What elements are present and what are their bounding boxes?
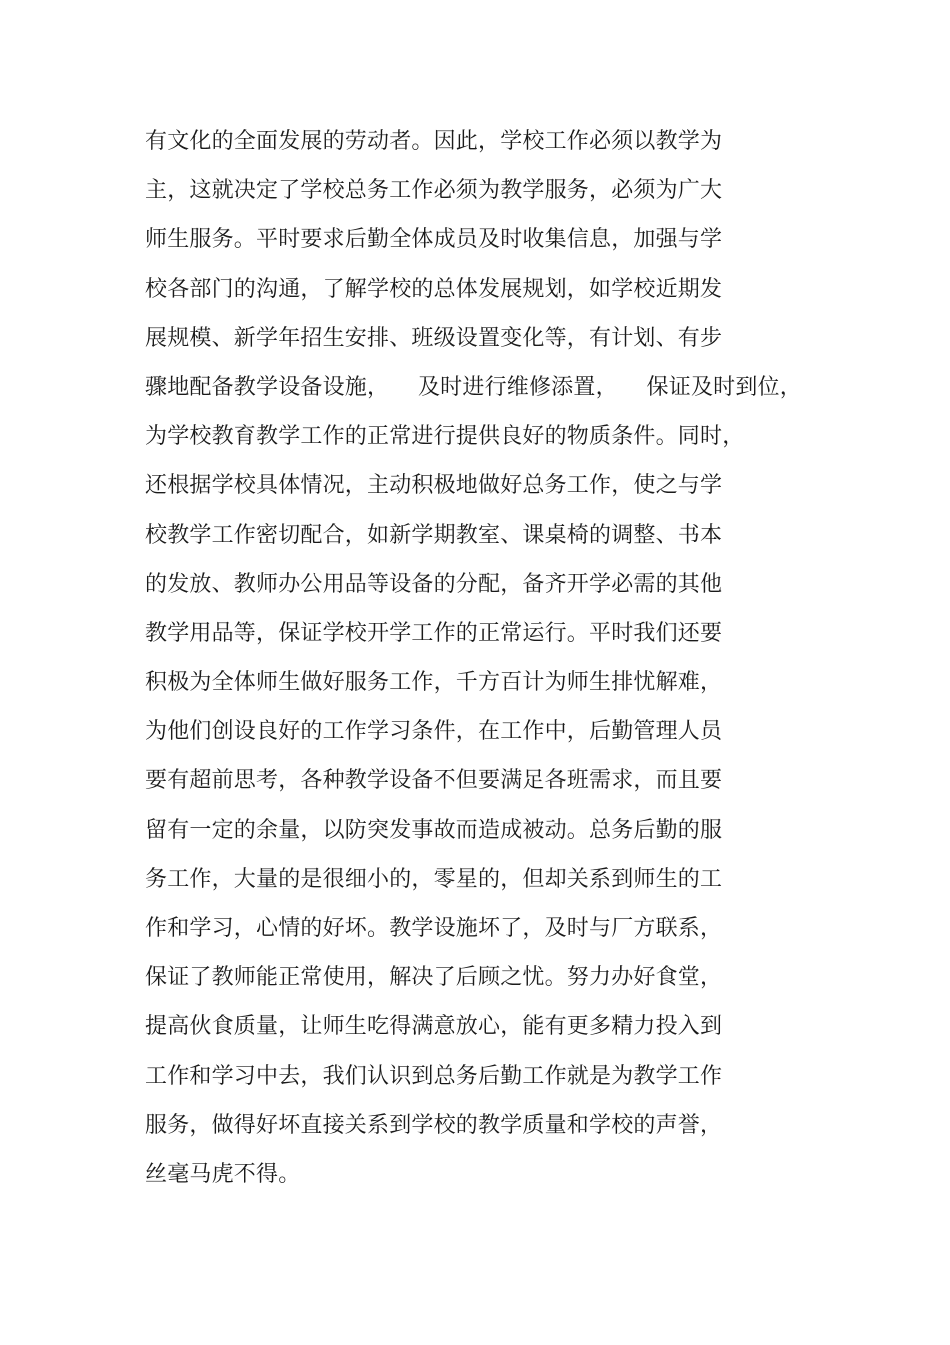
text-line-22: 丝毫马虎不得。	[145, 1161, 301, 1187]
text-line-21: 服务，做得好坏直接关系到学校的教学质量和学校的声誉，	[145, 1112, 723, 1138]
text-line-14: 要有超前思考，各种教学设备不但要满足各班需求，而且要	[145, 768, 723, 794]
text-line-18: 保证了教师能正常使用，解决了后顾之忧。努力办好食堂，	[145, 965, 723, 991]
text-line-17: 作和学习，心情的好坏。教学设施坏了，及时与厂方联系，	[145, 916, 723, 941]
text-line-19: 提高伙食质量，让师生吃得满意放心，能有更多精力投入到	[145, 1014, 723, 1040]
text-line-4: 校各部门的沟通，了解学校的总体发展规划，如学校近期发	[145, 276, 723, 302]
text-line-1: 有文化的全面发展的劳动者。因此，学校工作必须以教学为	[145, 129, 723, 154]
text-line-6: 骤地配备教学设备设施， 及时进行维修添置， 保证及时到位，	[145, 374, 802, 400]
text-line-16: 务工作，大量的是很细小的，零星的，但却关系到师生的工	[145, 866, 723, 892]
text-line-13: 为他们创设良好的工作学习条件，在工作中，后勤管理人员	[145, 719, 723, 745]
body-paragraph	[145, 122, 825, 1204]
text-line-12: 积极为全体师生做好服务工作，千方百计为师生排忧解难，	[145, 670, 723, 696]
text-line-11: 教学用品等，保证学校开学工作的正常运行。平时我们还要	[145, 620, 723, 646]
text-line-15: 留有一定的余量，以防突发事故而造成被动。总务后勤的服	[145, 817, 723, 843]
text-line-3: 师生服务。平时要求后勤全体成员及时收集信息，加强与学	[145, 227, 723, 253]
text-line-5: 展规模、新学年招生安排、班级设置变化等，有计划、有步	[145, 325, 723, 351]
text-line-10: 的发放、教师办公用品等设备的分配，备齐开学必需的其他	[145, 571, 723, 597]
text-line-20: 工作和学习中去，我们认识到总务后勤工作就是为教学工作	[145, 1063, 723, 1089]
text-line-9: 校教学工作密切配合，如新学期教室、课桌椅的调整、书本	[145, 522, 723, 548]
text-line-7: 为学校教育教学工作的正常进行提供良好的物质条件。同时，	[145, 424, 745, 450]
text-line-2: 主，这就决定了学校总务工作必须为教学服务，必须为广大	[145, 178, 723, 204]
text-line-8: 还根据学校具体情况，主动积极地做好总务工作，使之与学	[145, 473, 723, 499]
